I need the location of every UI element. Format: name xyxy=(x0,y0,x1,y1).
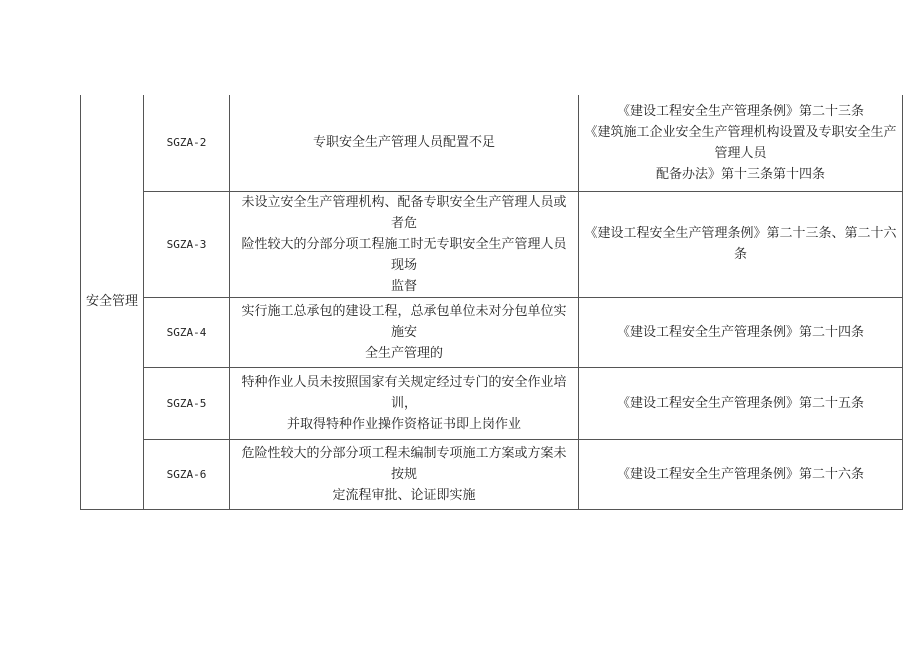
legal-basis-cell xyxy=(579,297,903,367)
legal-basis-cell xyxy=(579,367,903,439)
description-cell xyxy=(230,95,579,191)
description-line: 实行施工总承包的建设工程，总承包单位未对分包单位实施安 xyxy=(241,303,567,340)
table-row xyxy=(81,191,903,297)
legal-basis-cell xyxy=(579,95,903,191)
table-row xyxy=(81,95,903,191)
description-line: 监督 xyxy=(390,278,417,294)
category-cell: 安全管理 xyxy=(81,95,144,509)
description-line: 专职安全生产管理人员配置不足 xyxy=(312,135,495,151)
table-row xyxy=(81,297,903,367)
violation-table xyxy=(80,95,903,510)
basis-line: 《建设工程安全生产管理条例》第二十四条 xyxy=(616,324,864,340)
legal-basis-cell xyxy=(579,191,903,297)
description-line: 定流程审批、论证即实施 xyxy=(332,487,476,503)
description-cell xyxy=(230,439,579,509)
description-line: 危险性较大的分部分项工程未编制专项施工方案或方案未按规 xyxy=(241,445,567,482)
code-cell: SGZA-6 xyxy=(144,439,230,509)
table-row xyxy=(81,439,903,509)
description-cell xyxy=(230,367,579,439)
code-cell: SGZA-4 xyxy=(144,297,230,367)
basis-line: 《建筑施工企业安全生产管理机构设置及专职安全生产管理人员 xyxy=(584,124,897,161)
code-cell: SGZA-2 xyxy=(144,95,230,191)
description-cell xyxy=(230,191,579,297)
code-cell: SGZA-5 xyxy=(144,367,230,439)
description-line: 全生产管理的 xyxy=(364,345,443,361)
basis-line: 《建设工程安全生产管理条例》第二十六条 xyxy=(616,466,864,482)
basis-line: 《建设工程安全生产管理条例》第二十三条、第二十六 xyxy=(584,226,897,241)
basis-line: 配备办法》第十三条第十四条 xyxy=(655,166,825,182)
table-row xyxy=(81,367,903,439)
description-line: 并取得特种作业操作资格证书即上岗作业 xyxy=(286,416,521,432)
legal-basis-cell xyxy=(579,439,903,509)
code-cell: SGZA-3 xyxy=(144,191,230,297)
basis-line: 条 xyxy=(733,247,747,262)
description-cell xyxy=(230,297,579,367)
basis-line: 《建设工程安全生产管理条例》第二十五条 xyxy=(616,395,864,411)
description-line: 未设立安全生产管理机构、配备专职安全生产管理人员或者危 xyxy=(241,194,567,231)
description-line: 险性较大的分部分项工程施工时无专职安全生产管理人员现场 xyxy=(241,236,567,273)
description-line: 特种作业人员未按照国家有关规定经过专门的安全作业培训， xyxy=(241,374,567,411)
basis-line: 《建设工程安全生产管理条例》第二十三条 xyxy=(616,103,864,119)
